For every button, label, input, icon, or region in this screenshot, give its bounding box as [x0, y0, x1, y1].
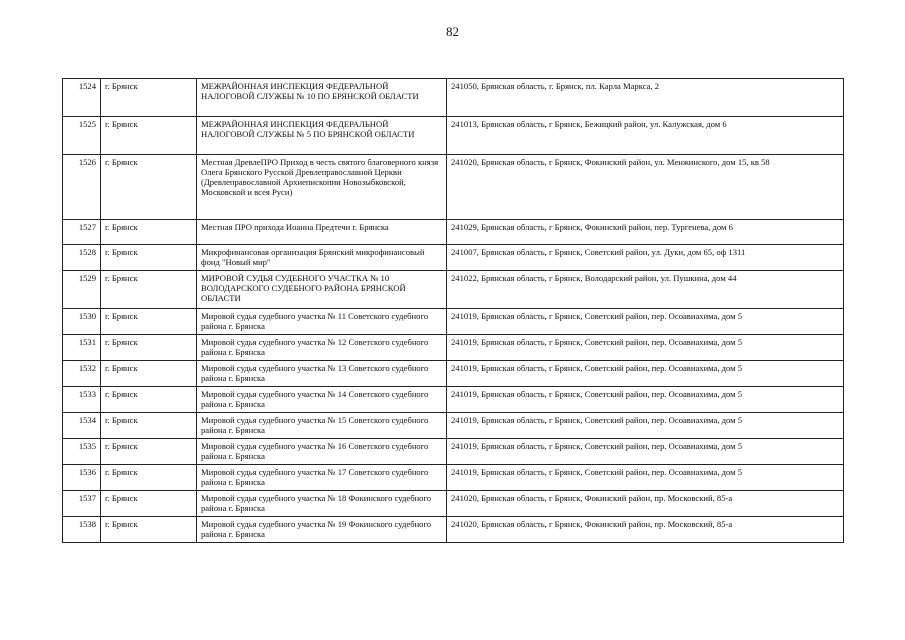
row-city: г. Брянск: [101, 245, 197, 271]
row-number: 1527: [63, 220, 101, 245]
row-address: 241007, Брянская область, г Брянск, Советский район, ул. Дуки, дом 65, оф 1311: [447, 245, 844, 271]
row-organization-name: Мировой судья судебного участка № 13 Советского судебного района г. Брянска: [197, 361, 447, 387]
registry-table-body: [63, 79, 844, 543]
row-organization-name: Мировой судья судебного участка № 12 Советского судебного района г. Брянска: [197, 335, 447, 361]
page-number: 82: [446, 24, 459, 39]
row-address: 241020, Брянская область, г Брянск, Фокинский район, ул. Менжинского, дом 15, кв 58: [447, 155, 844, 220]
row-number: 1534: [63, 413, 101, 439]
row-city: г. Брянск: [101, 465, 197, 491]
row-organization-name: Местная ПРО прихода Иоанна Предтечи г. Брянска: [197, 220, 447, 245]
row-organization-name: Микрофинансовая организация Брянский микрофинансовый фонд "Новый мир": [197, 245, 447, 271]
row-city: г. Брянск: [101, 220, 197, 245]
row-city: г. Брянск: [101, 309, 197, 335]
table-row: [63, 155, 844, 220]
table-row: [63, 517, 844, 543]
row-organization-name: МИРОВОЙ СУДЬЯ СУДЕБНОГО УЧАСТКА № 10 ВОЛОДАРСКОГО СУДЕБНОГО РАЙОНА БРЯНСКОЙ ОБЛАСТИ: [197, 271, 447, 309]
row-number: 1535: [63, 439, 101, 465]
row-number: 1526: [63, 155, 101, 220]
row-address: 241019, Брянская область, г Брянск, Советский район, пер. Осоавиахима, дом 5: [447, 387, 844, 413]
row-city: г. Брянск: [101, 387, 197, 413]
row-number: 1531: [63, 335, 101, 361]
row-city: г. Брянск: [101, 271, 197, 309]
row-number: 1530: [63, 309, 101, 335]
row-address: 241013, Брянская область, г Брянск, Бежицкий район, ул. Калужская, дом 6: [447, 117, 844, 155]
row-city: г. Брянск: [101, 335, 197, 361]
table-row: [63, 271, 844, 309]
row-address: 241022, Брянская область, г Брянск, Володарский район, ул. Пушкина, дом 44: [447, 271, 844, 309]
row-address: 241020, Брянская область, г Брянск, Фокинский район, пр. Московский, 85-а: [447, 491, 844, 517]
row-organization-name: Мировой судья судебного участка № 18 Фокинского судебного района г. Брянска: [197, 491, 447, 517]
row-address: 241019, Брянская область, г Брянск, Советский район, пер. Осоавиахима, дом 5: [447, 413, 844, 439]
row-number: 1529: [63, 271, 101, 309]
row-city: г. Брянск: [101, 517, 197, 543]
row-number: 1528: [63, 245, 101, 271]
table-row: [63, 465, 844, 491]
row-number: 1537: [63, 491, 101, 517]
row-address: 241019, Брянская область, г Брянск, Советский район, пер. Осоавиахима, дом 5: [447, 309, 844, 335]
table-row: [63, 335, 844, 361]
row-organization-name: Мировой судья судебного участка № 17 Советского судебного района г. Брянска: [197, 465, 447, 491]
table-row: [63, 413, 844, 439]
registry-table: [62, 78, 844, 543]
row-address: 241019, Брянская область, г Брянск, Советский район, пер. Осоавиахима, дом 5: [447, 439, 844, 465]
row-number: 1532: [63, 361, 101, 387]
table-row: [63, 245, 844, 271]
row-organization-name: Мировой судья судебного участка № 16 Советского судебного района г. Брянска: [197, 439, 447, 465]
row-address: 241019, Брянская область, г Брянск, Советский район, пер. Осоавиахима, дом 5: [447, 335, 844, 361]
row-number: 1525: [63, 117, 101, 155]
row-address: 241019, Брянская область, г Брянск, Советский район, пер. Осоавиахима, дом 5: [447, 361, 844, 387]
table-row: [63, 439, 844, 465]
row-city: г. Брянск: [101, 491, 197, 517]
row-number: 1536: [63, 465, 101, 491]
row-organization-name: Мировой судья судебного участка № 14 Советского судебного района г. Брянска: [197, 387, 447, 413]
row-address: 241019, Брянская область, г Брянск, Советский район, пер. Осоавиахима, дом 5: [447, 465, 844, 491]
row-address: 241050, Брянская область, г. Брянск, пл. Карла Маркса, 2: [447, 79, 844, 117]
row-city: г. Брянск: [101, 413, 197, 439]
row-organization-name: Мировой судья судебного участка № 19 Фокинского судебного района г. Брянска: [197, 517, 447, 543]
row-city: г. Брянск: [101, 439, 197, 465]
table-row: [63, 361, 844, 387]
row-number: 1538: [63, 517, 101, 543]
table-row: [63, 309, 844, 335]
row-organization-name: Мировой судья судебного участка № 15 Советского судебного района г. Брянска: [197, 413, 447, 439]
table-row: [63, 79, 844, 117]
table-row: [63, 220, 844, 245]
row-city: г. Брянск: [101, 117, 197, 155]
table-row: [63, 117, 844, 155]
row-address: 241020, Брянская область, г Брянск, Фокинский район, пр. Московский, 85-а: [447, 517, 844, 543]
row-city: г. Брянск: [101, 79, 197, 117]
row-address: 241029, Брянская область, г Брянск, Фокинский район, пер. Тургенева, дом 6: [447, 220, 844, 245]
table-row: [63, 491, 844, 517]
row-number: 1524: [63, 79, 101, 117]
row-organization-name: Местная ДревлеПРО Приход в честь святого благоверного князя Олега Брянского Русской Древлеправославной Церкви (Древлеправославной Архиепископии Новозыбковской, Московской и всея Руси): [197, 155, 447, 220]
row-city: г. Брянск: [101, 155, 197, 220]
row-organization-name: МЕЖРАЙОННАЯ ИНСПЕКЦИЯ ФЕДЕРАЛЬНОЙ НАЛОГОВОЙ СЛУЖБЫ № 10 ПО БРЯНСКОЙ ОБЛАСТИ: [197, 79, 447, 117]
row-organization-name: Мировой судья судебного участка № 11 Советского судебного района г. Брянска: [197, 309, 447, 335]
row-organization-name: МЕЖРАЙОННАЯ ИНСПЕКЦИЯ ФЕДЕРАЛЬНОЙ НАЛОГОВОЙ СЛУЖБЫ № 5 ПО БРЯНСКОЙ ОБЛАСТИ: [197, 117, 447, 155]
row-city: г. Брянск: [101, 361, 197, 387]
row-number: 1533: [63, 387, 101, 413]
table-row: [63, 387, 844, 413]
